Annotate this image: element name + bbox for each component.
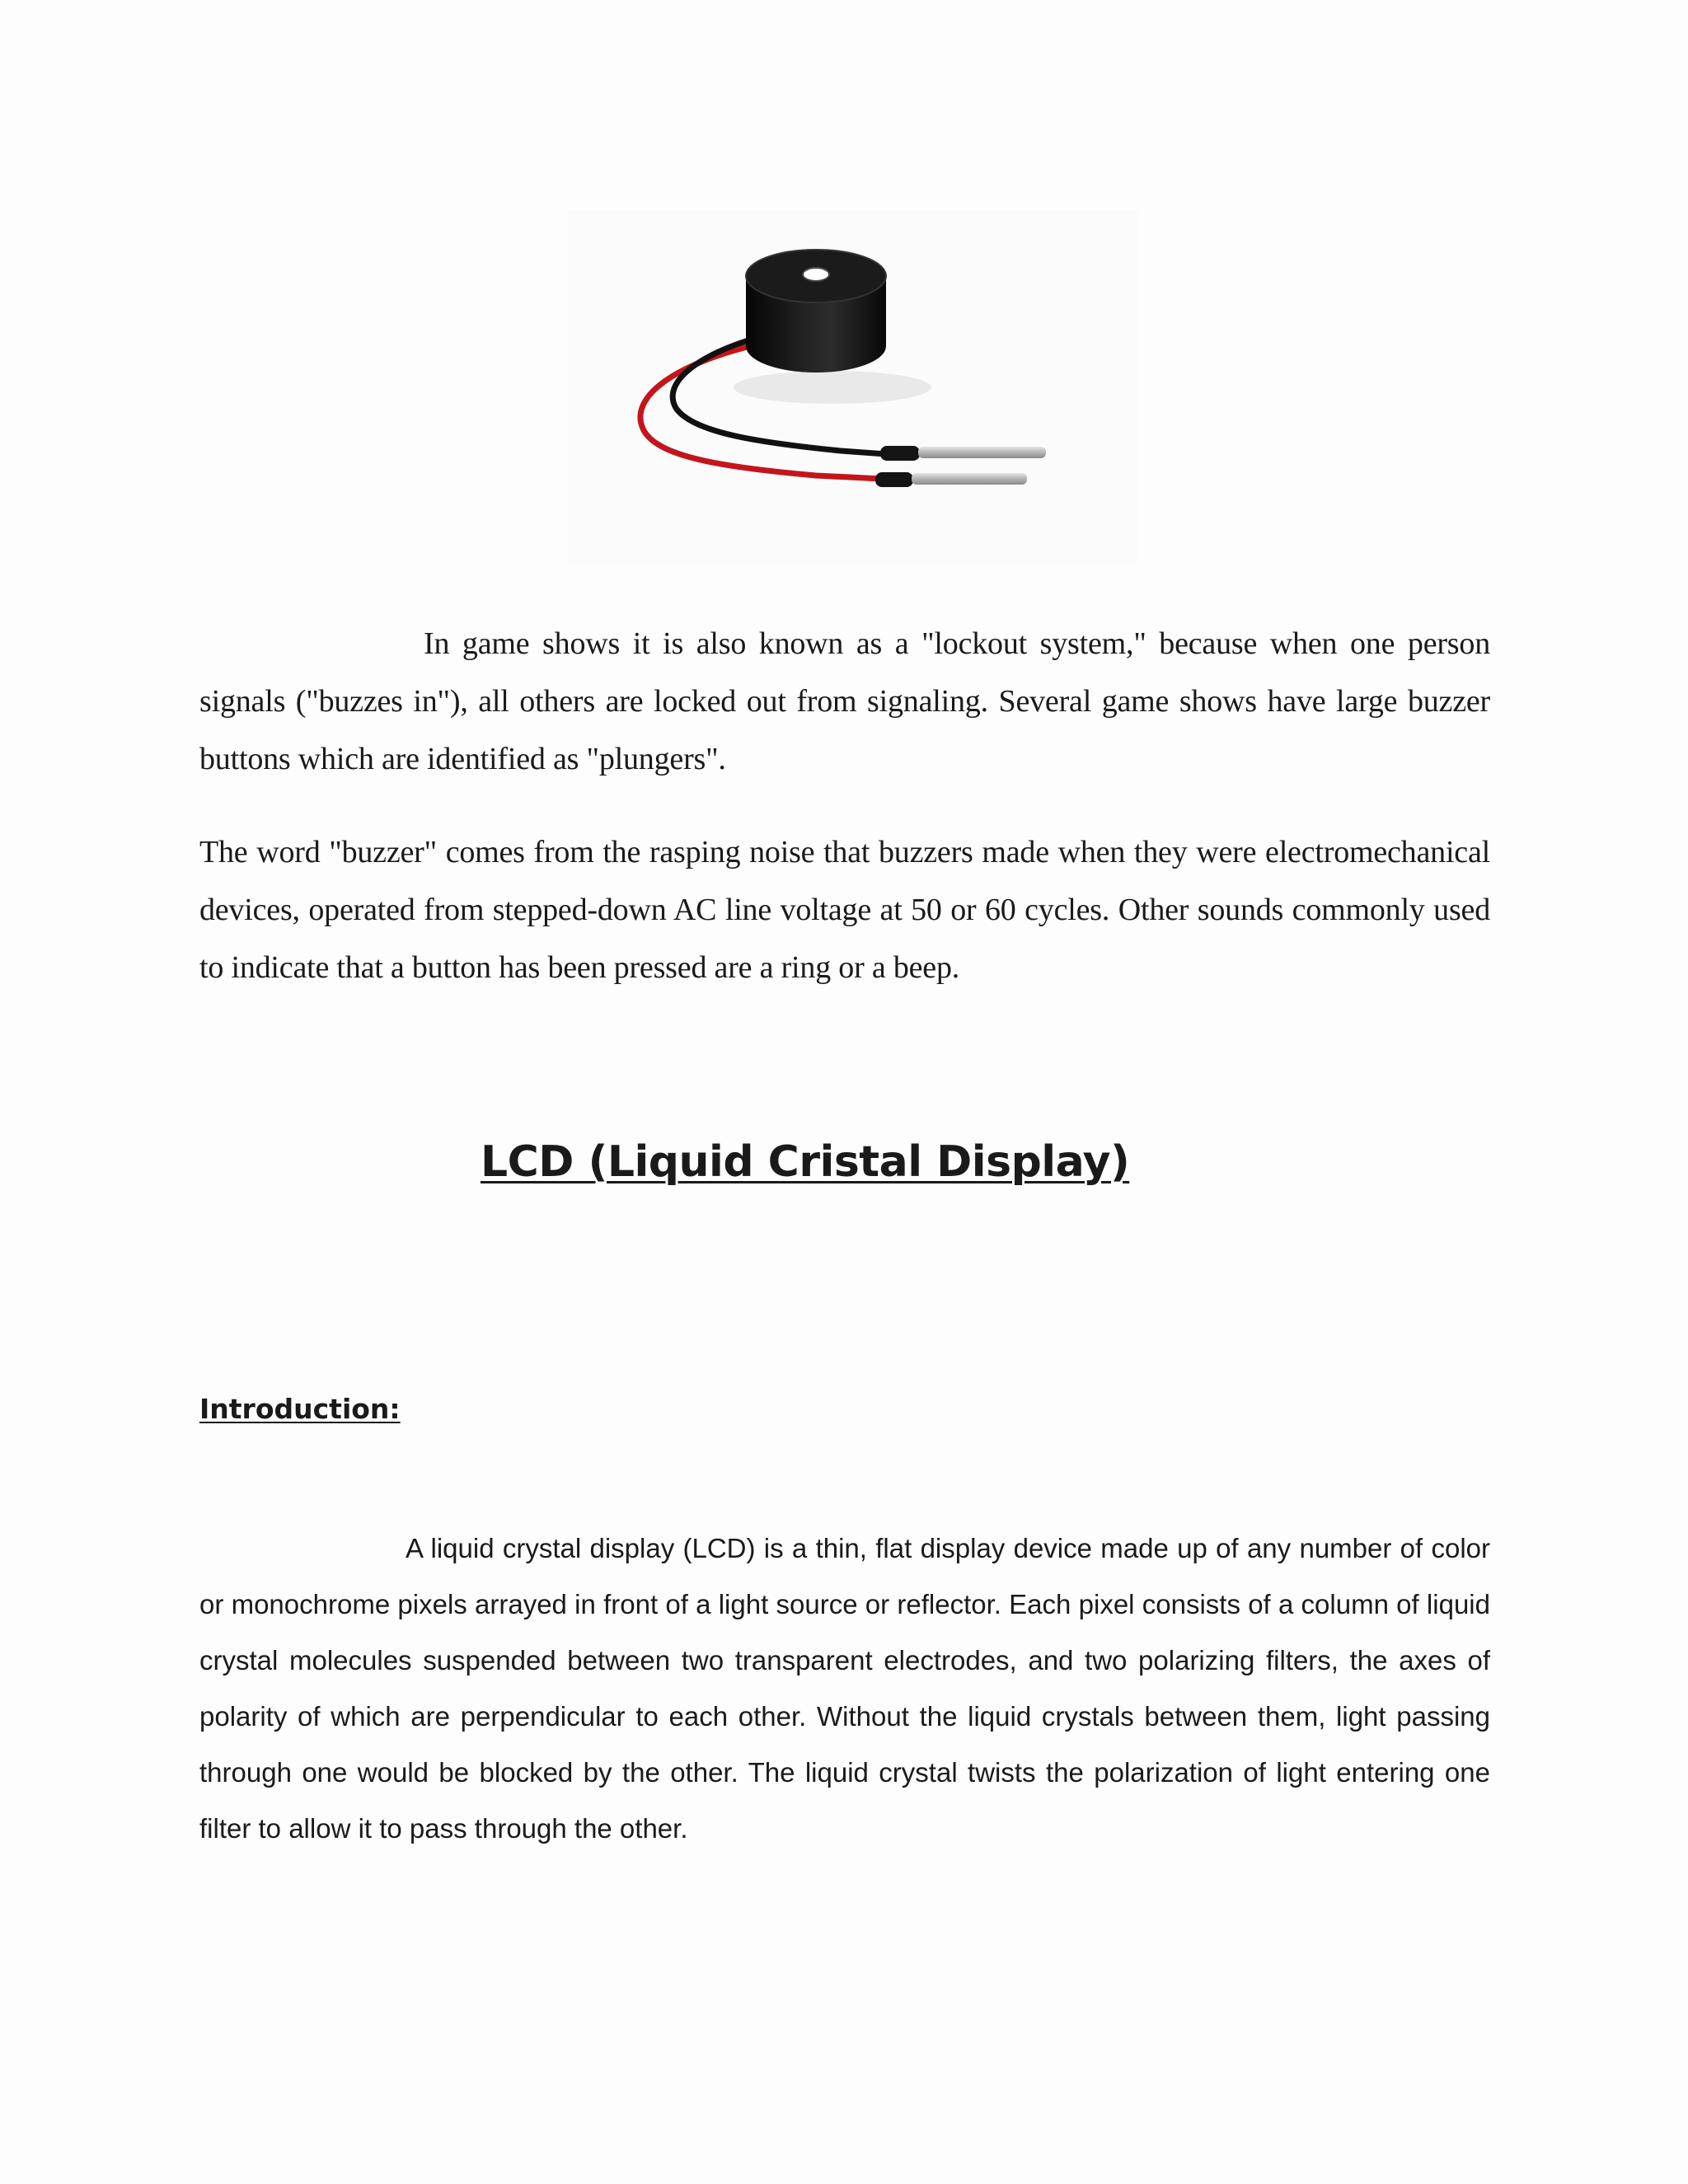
buzzer-image (569, 210, 1137, 565)
section-title: LCD (Liquid Cristal Display) (481, 1137, 1130, 1187)
lockout-paragraph: In game shows it is also known as a "lockout system," because when one person signals ("buzzes in"), all others are locked out from signaling. Several game shows have large buzzer buttons which are identified as "plungers". (199, 626, 1490, 776)
introduction-heading: Introduction: (199, 1393, 401, 1425)
lcd-intro-paragraph: A liquid crystal display (LCD) is a thin, flat display device made up of any number of color or monochrome pixels arrayed in front of a light source or reflector. Each pixel consists of a column of liquid crystal molecules suspended between two transparent electrodes, and two polarizing filters, the axes of polarity of which are perpendicular to each other. Without the liquid crystals between them, light passing through one would be blocked by the other. The liquid crystal twists the polarization of light entering one filter to allow it to pass through the other. (199, 1533, 1490, 1844)
buzzer-origin-paragraph: The word "buzzer" comes from the rasping noise that buzzers made when they were electromechanical devices, operated from stepped-down AC line voltage at 50 or 60 cycles. Other sounds commonly used to indicate that a button has been pressed are a ring or a beep. (199, 835, 1490, 985)
